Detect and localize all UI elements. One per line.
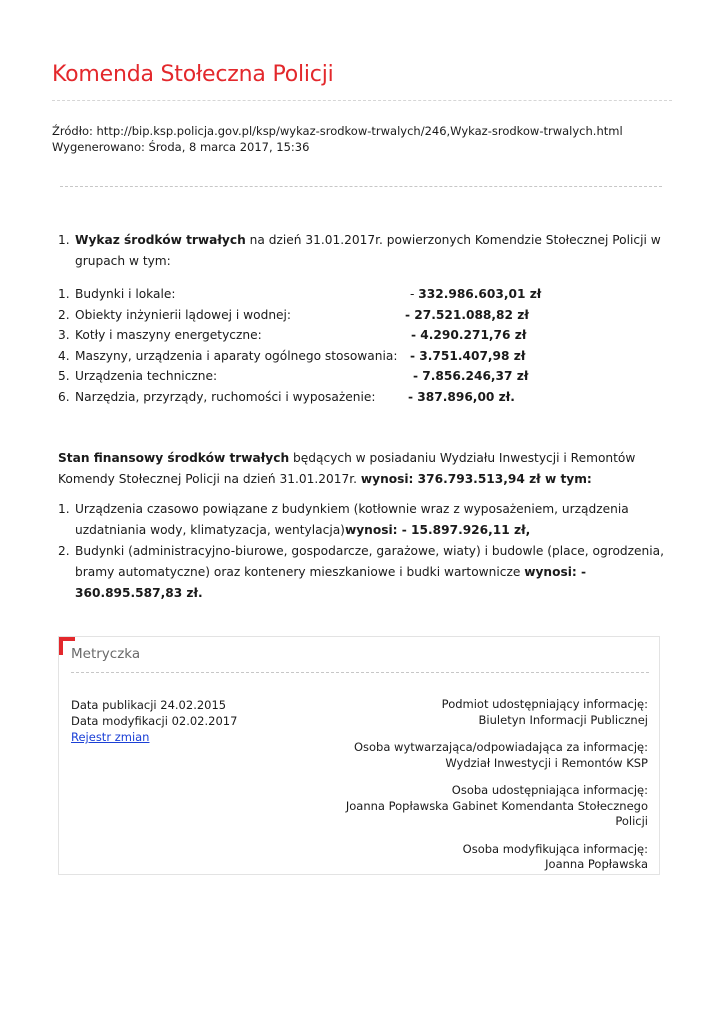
status-bold-start: Stan finansowy środków trwałych [58, 450, 290, 465]
info-value: Joanna Popławska [545, 857, 648, 871]
asset-label: Narzędzia, przyrządy, ruchomości i wyposażenie: [75, 389, 376, 404]
list-number: 6. [58, 389, 70, 404]
info-group [318, 783, 648, 830]
list-number: 5. [58, 369, 70, 384]
asset-row [58, 325, 668, 346]
metryczka-title: Metryczka [71, 646, 141, 662]
info-label: Osoba modyfikująca informację: [462, 841, 648, 856]
list-bold-text: wynosi: - 360.895.587,83 zł. [75, 564, 587, 600]
metryczka-box [58, 636, 660, 875]
asset-row [58, 284, 668, 305]
publication-date: Data publikacji 24.02.2015 [71, 698, 227, 712]
source-line: Źródło: http://bip.ksp.policja.gov.pl/ksp/wykaz-srodkow-trwalych/246,Wykaz-srodkow-trwalych.html [52, 124, 623, 138]
asset-row [58, 366, 668, 387]
list-bold-text: Wykaz środków trwałych [75, 233, 246, 247]
info-label: Osoba wytwarzająca/odpowiadająca za informację: [353, 740, 648, 754]
status-bold-end: wynosi: 376.793.513,94 zł w tym: [360, 471, 592, 486]
title-divider [52, 100, 672, 101]
asset-row [58, 305, 668, 326]
list-number: 3. [58, 328, 70, 343]
breakdown-list [58, 499, 668, 604]
site-title: Komenda Stołeczna Policji [52, 62, 334, 87]
asset-amount: - 27.521.088,82 zł [405, 307, 529, 322]
list-bold-text: wynosi: - 15.897.926,11 zł, [344, 522, 531, 537]
list-text: na dzień 31.01.2017r. powierzonych Komendzie Stołecznej Policji w grupach w tym: [75, 233, 661, 268]
asset-amount: - 7.856.246,37 zł [413, 369, 529, 384]
asset-amount: - 387.896,00 zł. [408, 389, 515, 404]
metryczka-dates [71, 697, 237, 745]
list-number: 2. [58, 307, 70, 322]
asset-label: Urządzenia techniczne: [75, 369, 218, 384]
info-value: Wydział Inwestycji i Remontów KSP [445, 755, 648, 770]
article-content [58, 230, 668, 604]
asset-row [58, 346, 668, 367]
metryczka-responsibility [318, 697, 648, 873]
list-item [58, 230, 668, 272]
asset-amount: - 4.290.271,76 zł [411, 328, 527, 343]
list-text: Urządzenia czasowo powiązane z budynkiem (kotłownie wraz z wyposażeniem, urządzenia uzdatniania wody, klimatyzacja, wentylacja) [75, 501, 629, 537]
asset-label: Obiekty inżynierii lądowej i wodnej: [75, 307, 292, 322]
list-number: 1. [58, 501, 70, 516]
asset-amount: - 3.751.407,98 zł [410, 348, 526, 363]
metryczka-divider [71, 672, 649, 673]
list-text: Budynki (administracyjno-biurowe, gospodarcze, garażowe, wiaty) i budowle (place, ogrodzenia, bramy automatyczne) oraz kontenery mieszkaniowe i budki wartownicze [75, 543, 665, 579]
modification-date: Data modyfikacji 02.02.2017 [71, 714, 238, 728]
print-meta [52, 123, 623, 155]
asset-label: Kotły i maszyny energetyczne: [75, 328, 262, 343]
list-number: 1. [58, 287, 70, 301]
list-number: 1. [58, 233, 70, 247]
amount-dash: - [410, 287, 419, 301]
info-value: Biuletyn Informacji Publicznej [478, 712, 648, 727]
info-group [318, 697, 648, 728]
status-text: będących w posiadaniu Wydziału Inwestycji i Remontów Komendy Stołecznej Policji na dzień 31.01.2017r. [58, 450, 636, 486]
summary-list [58, 230, 668, 272]
asset-groups-list [58, 284, 668, 408]
asset-row [58, 387, 668, 408]
info-group [318, 740, 648, 771]
asset-label: Maszyny, urządzenia i aparaty ogólnego stosowania: [75, 348, 398, 363]
list-number: 4. [58, 348, 70, 363]
list-item [58, 541, 668, 604]
info-value: Joanna Popławska Gabinet Komendanta Stołecznego Policji [345, 798, 648, 828]
amount-value: 332.986.603,01 zł [418, 287, 542, 301]
asset-amount [410, 284, 541, 305]
list-number: 2. [58, 543, 70, 558]
asset-label: Budynki i lokale: [75, 287, 176, 301]
meta-divider [60, 186, 662, 187]
info-label: Podmiot udostępniający informację: [441, 697, 648, 711]
financial-status-paragraph [58, 448, 668, 490]
generated-line: Wygenerowano: Środa, 8 marca 2017, 15:36 [52, 140, 310, 154]
list-item [58, 499, 668, 541]
rejestr-zmian-link[interactable]: Rejestr zmian [71, 730, 150, 744]
info-group [318, 842, 648, 873]
info-label: Osoba udostępniająca informację: [451, 783, 648, 797]
